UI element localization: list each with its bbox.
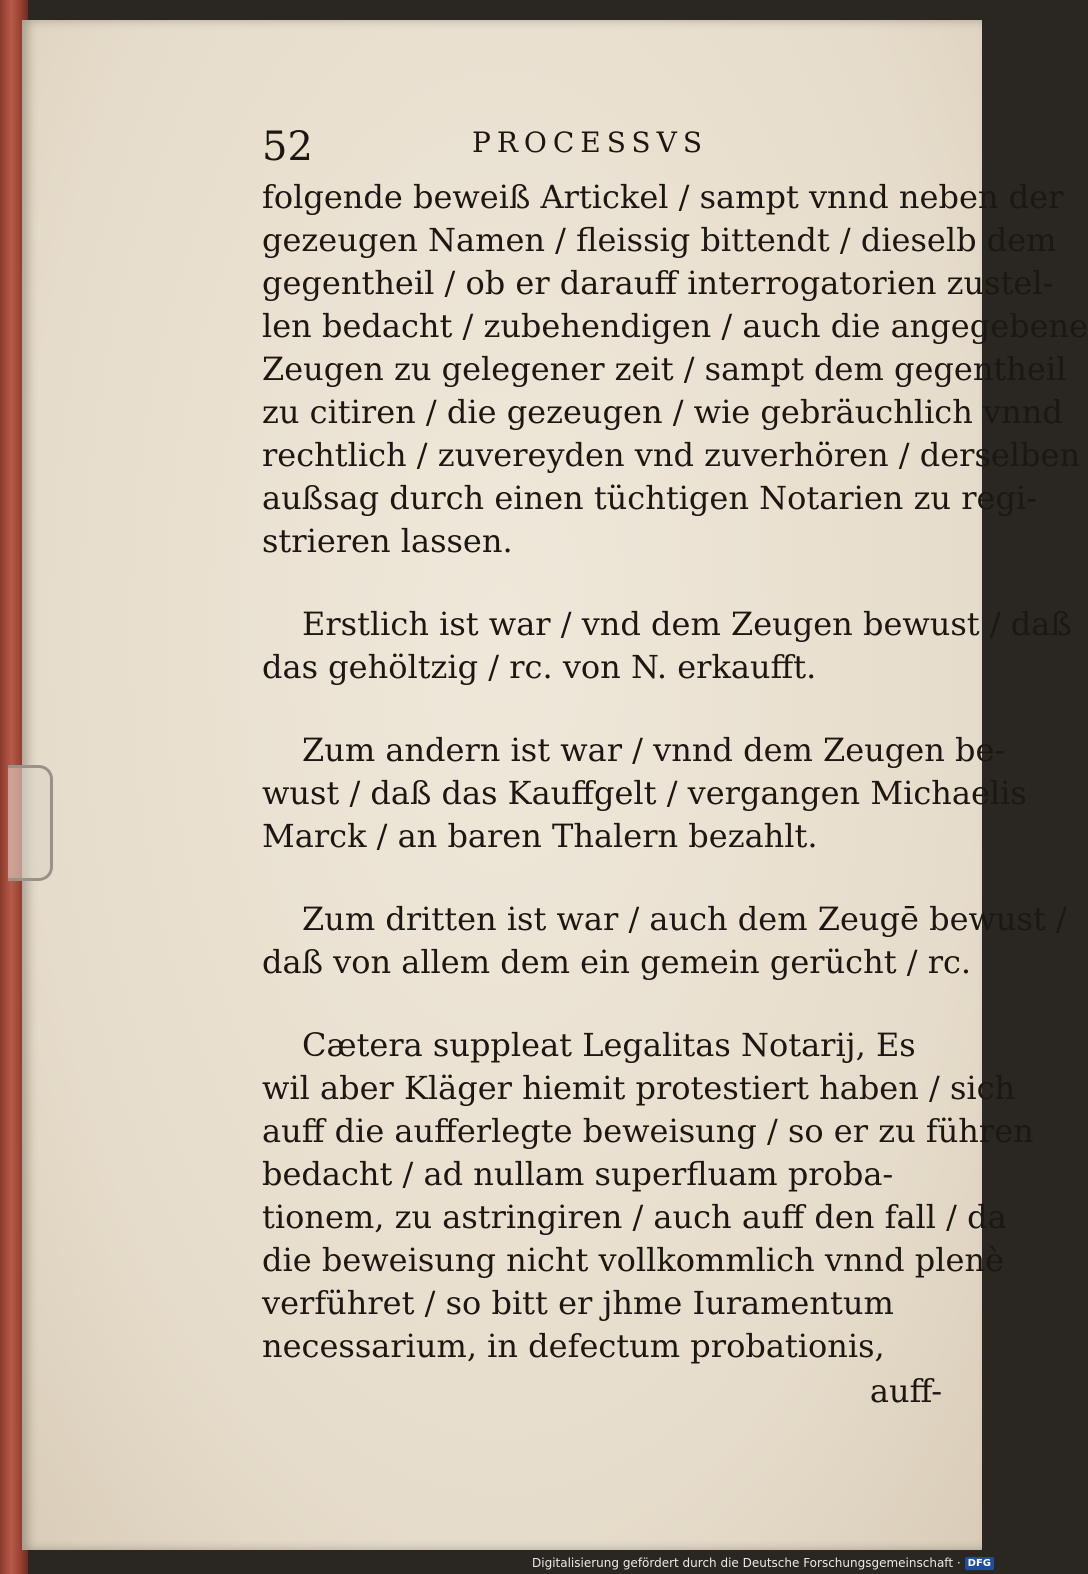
text-line: außsag durch einen tüchtigen Notarien zu regi-	[262, 479, 1037, 517]
text-line: Zeugen zu gelegener zeit / sampt dem gegentheil	[262, 350, 1067, 388]
page-header	[262, 116, 942, 176]
text-line: Erstlich ist war / vnd dem Zeugen bewust / daß	[302, 605, 1072, 643]
text-line: das gehöltzig / rc. von N. erkaufft.	[262, 648, 817, 686]
text-line: gezeugen Namen / fleissig bittendt / dieselb dem	[262, 221, 1057, 259]
text-line: tionem, zu astringiren / auch auff den fall / da	[262, 1198, 1007, 1236]
paragraph-2	[262, 603, 1072, 689]
text-line: folgende beweiß Artickel / sampt vnnd neben der	[262, 178, 1064, 216]
text-line: len bedacht / zubehendigen / auch die angegebene	[262, 307, 1088, 345]
text-line: wust / daß das Kauffgelt / vergangen Michaelis	[262, 774, 1027, 812]
running-head: PROCESSVS	[472, 126, 709, 159]
text-line: zu citiren / die gezeugen / wie gebräuchlich vnnd	[262, 393, 1063, 431]
dfg-logo-icon: DFG	[965, 1557, 994, 1570]
paragraph-5	[262, 1024, 1034, 1368]
text-line: gegentheil / ob er darauff interrogatorien zustel-	[262, 264, 1054, 302]
text-line: Marck / an baren Thalern bezahlt.	[262, 817, 818, 855]
text-line: bedacht / ad nullam superfluam proba-	[262, 1155, 894, 1193]
catchword: auff-	[869, 1372, 942, 1410]
text-line: rechtlich / zuvereyden vnd zuverhören / derselben	[262, 436, 1081, 474]
text-line: daß von allem dem ein gemein gerücht / rc.	[262, 943, 972, 981]
text-line: Cætera suppleat Legalitas Notarij, Es	[302, 1026, 916, 1064]
footer-text: Digitalisierung gefördert durch die Deutsche Forschungsgemeinschaft ·	[532, 1556, 961, 1570]
text-block	[262, 116, 1088, 1410]
text-line: necessarium, in defectum probationis,	[262, 1327, 885, 1365]
paragraph-1	[262, 176, 1088, 563]
text-line: verführet / so bitt er jhme Iuramentum	[262, 1284, 894, 1322]
paragraph-4	[262, 898, 1067, 984]
text-line: auff die aufferlegte beweisung / so er zu führen	[262, 1112, 1034, 1150]
text-line: wil aber Kläger hiemit protestiert haben / sich	[262, 1069, 1016, 1107]
text-line: Zum andern ist war / vnnd dem Zeugen be-	[302, 731, 1006, 769]
text-line: die beweisung nicht vollkommlich vnnd plenè	[262, 1241, 1004, 1279]
text-line: Zum dritten ist war / auch dem Zeugē bewust /	[302, 900, 1067, 938]
paragraph-3	[262, 729, 1027, 858]
digitization-footer	[532, 1556, 994, 1570]
text-line: strieren lassen.	[262, 522, 513, 560]
page-number: 52	[262, 124, 313, 170]
page-clip	[8, 765, 53, 881]
